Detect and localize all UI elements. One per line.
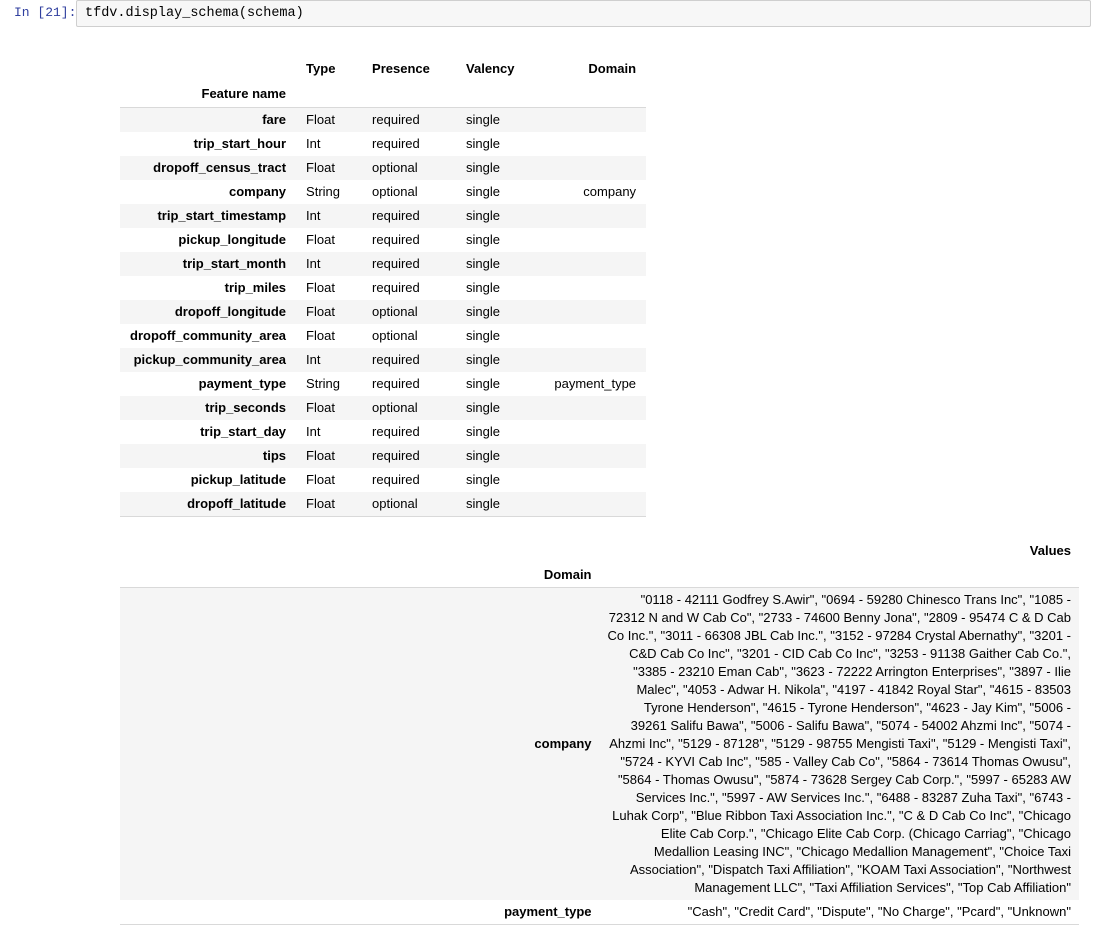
table-row	[120, 468, 646, 492]
feature-presence-cell: required	[372, 424, 420, 439]
schema-index-header-row	[120, 82, 646, 108]
domains-table-head	[120, 539, 1079, 588]
schema-index-header-pad-3	[456, 82, 538, 108]
feature-name-cell: dropoff_longitude	[174, 304, 287, 319]
feature-name-cell: trip_start_hour	[193, 136, 287, 151]
feature-type-cell: Float	[306, 112, 335, 127]
feature-presence-cell: required	[372, 352, 420, 367]
feature-valency-cell: single	[466, 424, 501, 439]
feature-name-cell: pickup_community_area	[133, 352, 287, 367]
domains-index-header-pad	[600, 563, 1080, 588]
domains-table-container	[120, 539, 1081, 925]
domains-header-spacer	[120, 539, 600, 563]
feature-name-cell: trip_start_timestamp	[157, 208, 287, 223]
domain-name-cell: company	[534, 736, 592, 751]
domains-index-header-row	[120, 563, 1079, 588]
feature-name-cell: dropoff_community_area	[130, 328, 287, 343]
domains-table	[120, 539, 1079, 925]
schema-table-container	[120, 57, 1111, 517]
schema-index-header-pad-2	[362, 82, 456, 108]
feature-valency-cell: single	[466, 376, 501, 391]
table-row	[120, 348, 646, 372]
schema-index-header: Feature name	[201, 86, 287, 101]
feature-presence-cell: optional	[372, 400, 418, 415]
feature-domain-cell	[538, 252, 646, 276]
feature-valency-cell: single	[466, 352, 501, 367]
feature-domain-cell	[538, 228, 646, 252]
feature-name-cell: payment_type	[198, 376, 287, 391]
feature-type-cell: Int	[306, 256, 321, 271]
notebook-input-cell[interactable]	[0, 0, 1111, 27]
feature-domain-cell	[538, 396, 646, 420]
feature-domain-cell	[538, 468, 646, 492]
feature-valency-cell: single	[466, 448, 501, 463]
feature-name-cell: pickup_longitude	[178, 232, 287, 247]
feature-type-cell: Int	[306, 352, 321, 367]
table-row	[120, 252, 646, 276]
table-row	[120, 180, 646, 204]
domains-table-body	[120, 588, 1079, 925]
feature-type-cell: Float	[306, 472, 335, 487]
schema-index-header-pad-4	[538, 82, 646, 108]
table-row	[120, 108, 646, 133]
feature-type-cell: Float	[306, 232, 335, 247]
feature-presence-cell: required	[372, 112, 420, 127]
cell-output	[0, 57, 1111, 925]
feature-presence-cell: optional	[372, 328, 418, 343]
domain-values-cell: "0118 - 42111 Godfrey S.Awir", "0694 - 59280 Chinesco Trans Inc", "1085 - 72312 N and W Cab Co", "2733 - 74600 Benny Jona", "2809 - 95474 C & D Cab Co Inc.", "3011 - 66308 JBL Cab Inc.", "3152 - 97284 Crystal Abernathy", "3201 - C&D Cab Co Inc", "3201 - CID Cab Co Inc", "3253 - 91138 Gaither Cab Co.", "3385 - 23210 Eman Cab", "3623 - 72222 Arrington Enterprises", "3897 - Ilie Malec", "4053 - Adwar H. Nikola", "4197 - 41842 Royal Star", "4615 - 83503 Tyrone Henderson", "4615 - Tyrone Henderson", "4623 - Jay Kim", "5006 - 39261 Salifu Bawa", "5006 - Salifu Bawa", "5074 - 54002 Ahzmi Inc", "5074 - Ahzmi Inc", "5129 - 87128", "5129 - 98755 Mengisti Taxi", "5129 - Mengisti Taxi", "5724 - KYVI Cab Inc", "585 - Valley Cab Co", "5864 - 73614 Thomas Owusu", "5864 - Thomas Owusu", "5874 - 73628 Sergey Cab Corp.", "5997 - 65283 AW Services Inc.", "5997 - AW Services Inc.", "6488 - 83287 Zuha Taxi", "6743 - Luhak Corp", "Blue Ribbon Taxi Association Inc.", "C & D Cab Co Inc", "Chicago Elite Cab Corp.", "Chicago Elite Cab Corp. (Chicago Carriag", "Chicago Medallion Leasing INC", "Chicago Medallion Management", "Choice Taxi Association", "Dispatch Taxi Affiliation", "KOAM Taxi Association", "Northwest Management LLC", "Taxi Affiliation Services", "Top Cab Affiliation"	[607, 592, 1071, 895]
feature-type-cell: String	[306, 376, 341, 391]
feature-valency-cell: single	[466, 112, 501, 127]
feature-name-cell: trip_start_month	[182, 256, 287, 271]
schema-column-type: Type	[306, 61, 336, 76]
feature-name-cell: fare	[262, 112, 287, 127]
feature-name-cell: company	[228, 184, 287, 199]
feature-valency-cell: single	[466, 400, 501, 415]
feature-name-cell: tips	[262, 448, 287, 463]
feature-valency-cell: single	[466, 280, 501, 295]
feature-presence-cell: optional	[372, 496, 418, 511]
feature-valency-cell: single	[466, 232, 501, 247]
feature-presence-cell: required	[372, 232, 420, 247]
feature-presence-cell: optional	[372, 304, 418, 319]
feature-presence-cell: required	[372, 376, 420, 391]
table-row	[120, 132, 646, 156]
domains-header-row	[120, 539, 1079, 563]
feature-presence-cell: required	[372, 280, 420, 295]
feature-domain-cell	[538, 108, 646, 133]
feature-domain-cell	[538, 324, 646, 348]
table-row	[120, 324, 646, 348]
feature-domain-cell	[538, 444, 646, 468]
feature-type-cell: Float	[306, 496, 335, 511]
feature-valency-cell: single	[466, 256, 501, 271]
schema-column-presence: Presence	[372, 61, 430, 76]
schema-column-valency: Valency	[466, 61, 515, 76]
feature-name-cell: dropoff_latitude	[187, 496, 287, 511]
schema-header-row	[120, 57, 646, 82]
feature-type-cell: Float	[306, 448, 335, 463]
feature-valency-cell: single	[466, 160, 501, 175]
feature-type-cell: Int	[306, 136, 321, 151]
table-row	[120, 396, 646, 420]
feature-valency-cell: single	[466, 472, 501, 487]
feature-domain-cell	[538, 420, 646, 444]
feature-domain-cell	[538, 276, 646, 300]
feature-type-cell: Float	[306, 304, 335, 319]
domain-name-cell: payment_type	[504, 904, 592, 919]
table-row	[120, 276, 646, 300]
feature-valency-cell: single	[466, 184, 501, 199]
feature-domain-cell: payment_type	[554, 376, 637, 391]
schema-header-spacer	[120, 57, 296, 82]
feature-type-cell: Int	[306, 208, 321, 223]
feature-domain-cell	[538, 132, 646, 156]
schema-table-body	[120, 108, 646, 517]
feature-domain-cell	[538, 204, 646, 228]
domain-values-cell: "Cash", "Credit Card", "Dispute", "No Charge", "Pcard", "Unknown"	[687, 904, 1071, 919]
feature-type-cell: String	[306, 184, 341, 199]
feature-presence-cell: required	[372, 208, 420, 223]
feature-presence-cell: required	[372, 136, 420, 151]
code-input[interactable]: tfdv.display_schema(schema)	[76, 0, 1091, 27]
feature-valency-cell: single	[466, 496, 501, 511]
schema-index-header-pad-1	[296, 82, 362, 108]
feature-presence-cell: required	[372, 448, 420, 463]
feature-valency-cell: single	[466, 208, 501, 223]
feature-type-cell: Float	[306, 328, 335, 343]
table-row	[120, 228, 646, 252]
feature-valency-cell: single	[466, 304, 501, 319]
cell-prompt-label: In [21]:	[14, 5, 77, 20]
feature-domain-cell	[538, 492, 646, 517]
table-row	[120, 204, 646, 228]
table-row	[120, 156, 646, 180]
feature-domain-cell	[538, 348, 646, 372]
feature-type-cell: Float	[306, 280, 335, 295]
feature-domain-cell	[538, 156, 646, 180]
table-row	[120, 372, 646, 396]
table-row	[120, 420, 646, 444]
feature-valency-cell: single	[466, 328, 501, 343]
feature-domain-cell	[538, 300, 646, 324]
domains-index-header: Domain	[543, 567, 592, 582]
feature-name-cell: trip_seconds	[205, 400, 287, 415]
feature-name-cell: trip_miles	[224, 280, 287, 295]
table-row	[120, 492, 646, 517]
feature-presence-cell: required	[372, 256, 420, 271]
feature-presence-cell: optional	[372, 184, 418, 199]
feature-name-cell: pickup_latitude	[190, 472, 287, 487]
feature-type-cell: Int	[306, 424, 321, 439]
table-row	[120, 300, 646, 324]
feature-presence-cell: required	[372, 472, 420, 487]
feature-type-cell: Float	[306, 400, 335, 415]
schema-table-head	[120, 57, 646, 108]
feature-domain-cell: company	[583, 184, 637, 199]
table-row	[120, 588, 1079, 901]
feature-type-cell: Float	[306, 160, 335, 175]
table-row	[120, 444, 646, 468]
feature-name-cell: dropoff_census_tract	[153, 160, 287, 175]
feature-valency-cell: single	[466, 136, 501, 151]
feature-name-cell: trip_start_day	[200, 424, 287, 439]
table-row	[120, 900, 1079, 925]
feature-presence-cell: optional	[372, 160, 418, 175]
domains-column-values: Values	[1029, 543, 1071, 558]
schema-column-domain: Domain	[588, 61, 637, 76]
schema-table	[120, 57, 646, 517]
